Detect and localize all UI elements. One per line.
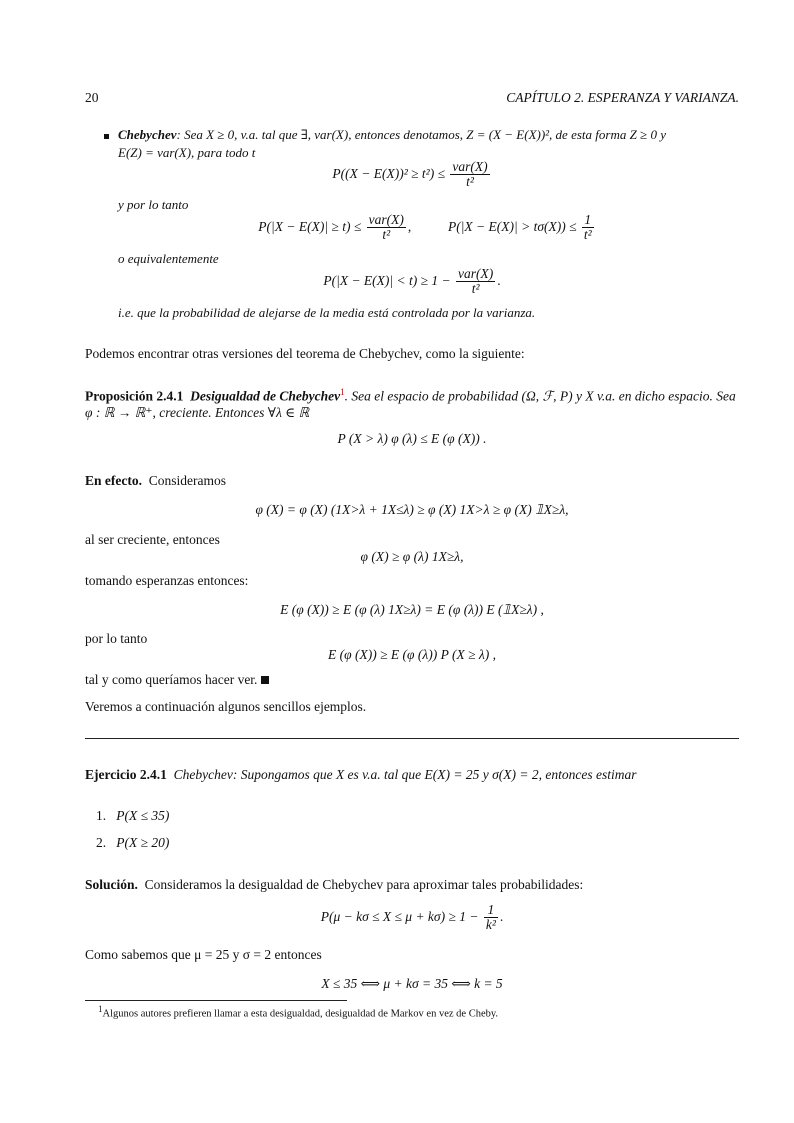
proof-equation-2: φ (X) ≥ φ (λ) 1X≥λ,: [360, 549, 464, 564]
eq2a-den: t²: [382, 227, 391, 243]
solution-label: Solución.: [85, 877, 138, 892]
equation-1: [85, 160, 739, 189]
footnote-text: Algunos autores prefieren llamar a esta desigualdad, desigualdad de Markov en vez de Cheby.: [102, 1008, 499, 1020]
proof-equation-4: E (φ (X)) ≥ E (φ (λ)) P (X ≥ λ) ,: [328, 647, 496, 662]
bullet-term: Chebychev: [118, 127, 177, 142]
eq3-fraction: [456, 267, 495, 296]
proposition-equation: P (X > λ) φ (λ) ≤ E (φ (X)) .: [337, 431, 487, 446]
sol-eq1-fraction: [484, 903, 498, 932]
sol-eq1-end: .: [499, 908, 504, 924]
eq2a-num: var(X): [368, 212, 404, 227]
footnote: [98, 1004, 498, 1020]
equation-3: [85, 267, 739, 296]
text-o-equivalentemente: o equivalentemente: [118, 251, 219, 266]
eq3-end: .: [497, 272, 501, 288]
eq3-den: t²: [471, 281, 480, 297]
section-divider: [85, 738, 739, 739]
eq3-num: var(X): [458, 266, 494, 281]
proof-text-3: por lo tanto: [85, 631, 148, 646]
running-header: CAPÍTULO 2. ESPERANZA Y VARIANZA.: [506, 90, 739, 105]
paragraph-versions: Podemos encontrar otras versiones del teorema de Chebychev, como la siguiente:: [85, 346, 525, 361]
eq1-num: var(X): [452, 159, 488, 174]
eq3-lhs: P(|X − E(X)| < t) ≥ 1 −: [323, 272, 451, 288]
sol-eq1-den: k²: [485, 917, 496, 933]
proof-text-2: tomando esperanzas entonces:: [85, 573, 249, 588]
proposition-title: Desigualdad de Chebychev: [190, 388, 341, 404]
solution-text: Consideramos la desigualdad de Chebychev para aproximar tales probabilidades:: [144, 877, 584, 892]
paragraph-examples: Veremos a continuación algunos sencillos ejemplos.: [85, 699, 367, 714]
item-number: 2.: [96, 835, 107, 850]
sol-eq1-lhs: P(μ − kσ ≤ X ≤ μ + kσ) ≥ 1 −: [320, 908, 479, 924]
bullet-text-1: : Sea X ≥ 0, v.a. tal que ∃, var(X), entonces denotamos, Z = (X − E(X))², de esta forma Z ≥ 0 y: [176, 127, 666, 142]
exercise-label: Ejercicio 2.4.1: [85, 767, 167, 782]
eq1-fraction: [450, 160, 489, 189]
item-number: 1.: [96, 808, 107, 823]
item-text: P(X ≤ 35): [116, 808, 170, 823]
footnote-mark: 1: [98, 1004, 103, 1014]
eq1-lhs: P((X − E(X))² ≥ t²) ≤: [332, 165, 445, 181]
equation-2: [100, 213, 754, 242]
eq1-den: t²: [466, 174, 474, 190]
proof-text-1: al ser creciente, entonces: [85, 532, 220, 547]
eq2a-end: ,: [407, 218, 412, 234]
eq2b-num: 1: [582, 213, 594, 228]
proof-equation-3: E (φ (X)) ≥ E (φ (λ) 1X≥λ) = E (φ (λ)) E (𝟙X≥λ) ,: [280, 602, 544, 617]
text-ie: i.e. que la probabilidad de alejarse de la media está controlada por la varianza.: [118, 305, 536, 320]
proposition-label: Proposición 2.4.1: [85, 388, 184, 404]
sol-eq1-num: 1: [484, 903, 498, 918]
bullet-icon: [104, 134, 109, 139]
proof-intro-text: Consideramos: [148, 473, 226, 488]
solution-text-1: Como sabemos que μ = 25 y σ = 2 entonces: [85, 947, 322, 962]
proposition-line-1: [85, 387, 736, 405]
proposition-line-2: φ : ℝ → ℝ⁺, creciente. Entonces ∀λ ∈ ℝ: [85, 405, 310, 420]
exercise-text: Chebychev: Supongamos que X es v.a. tal que E(X) = 25 y σ(X) = 2, entonces estimar: [173, 767, 637, 782]
eq2a-fraction: [367, 213, 406, 242]
footnote-rule: [85, 1000, 347, 1001]
exercise-item-2: [96, 835, 169, 851]
footnote-ref[interactable]: 1: [340, 387, 345, 397]
bullet-line-2: E(Z) = var(X), para todo t: [118, 145, 256, 160]
proof-equation-1: φ (X) = φ (X) (1X>λ + 1X≤λ) ≥ φ (X) 1X>λ ≥ φ (X) 𝟙X≥λ,: [255, 502, 569, 517]
proposition-text-1: . Sea el espacio de probabilidad (Ω, ℱ, P) y X v.a. en dicho espacio. Sea: [344, 388, 736, 404]
bullet-line-1: [118, 127, 666, 143]
proof-intro: [85, 473, 226, 489]
eq2a-lhs: P(|X − E(X)| ≥ t) ≤: [258, 218, 362, 234]
eq2b-fraction: [582, 213, 594, 242]
item-text: P(X ≥ 20): [116, 835, 170, 850]
proof-conclusion: tal y como queríamos hacer ver.: [85, 672, 258, 687]
solution-equation-1: [85, 903, 739, 932]
qed-icon: [261, 676, 269, 684]
exercise-heading: [85, 767, 637, 783]
exercise-item-1: [96, 808, 169, 824]
text-y-por-lo-tanto: y por lo tanto: [118, 197, 189, 212]
proof-label: En efecto.: [85, 473, 142, 488]
proof-text-4: [85, 672, 269, 688]
eq2b-lhs: P(|X − E(X)| > tσ(X)) ≤: [447, 218, 577, 234]
solution-intro: [85, 877, 583, 893]
eq2b-den: t²: [583, 227, 592, 243]
page-number: 20: [85, 90, 99, 105]
solution-equation-2: X ≤ 35 ⟺ μ + kσ = 35 ⟺ k = 5: [321, 976, 503, 991]
